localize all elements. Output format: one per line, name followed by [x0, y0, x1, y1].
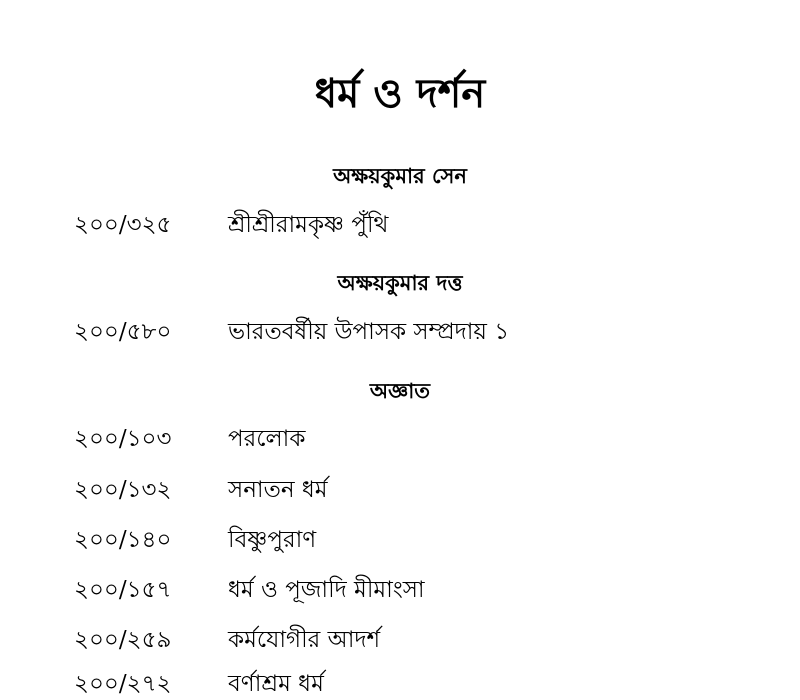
section-author-heading: অক্ষয়কুমার দত্ত: [337, 270, 463, 295]
section-author-heading: অক্ষয়কুমার সেন: [333, 163, 467, 188]
catalog-code: ২০০/১৩২: [74, 477, 172, 503]
catalog-code: ২০০/৫৮০: [74, 319, 172, 345]
book-title: শ্রীশ্রীরামকৃষ্ণ পুঁথি: [228, 212, 389, 238]
catalog-entry: [0, 574, 800, 606]
book-title: সনাতন ধর্ম: [228, 477, 328, 503]
page-title: ধর্ম ও দর্শন: [314, 70, 486, 117]
catalog-entry: [0, 209, 800, 241]
book-title: পরলোক: [228, 426, 306, 452]
catalog-entry: [0, 316, 800, 348]
catalog-code: ২০০/২৫৯: [74, 627, 172, 653]
catalog-entry: [0, 474, 800, 506]
book-title: ধর্ম ও পূজাদি মীমাংসা: [228, 577, 425, 603]
book-title: ভারতবর্ষীয় উপাসক সম্প্রদায় ১: [228, 319, 510, 345]
book-title: বর্ণাশ্রম ধর্ম: [228, 671, 324, 697]
catalog-entry: [0, 668, 800, 700]
catalog-code: ২০০/৩২৫: [74, 212, 172, 238]
catalog-entry: [0, 524, 800, 556]
catalog-code: ২০০/২৭২: [74, 671, 172, 697]
book-title: কর্মযোগীর আদর্শ: [228, 627, 381, 653]
section-author-heading: অজ্ঞাত: [369, 378, 431, 403]
book-title: বিষ্ণুপুরাণ: [228, 527, 317, 553]
catalog-code: ২০০/১৫৭: [74, 577, 172, 603]
catalog-entry: [0, 624, 800, 656]
catalog-code: ২০০/১০৩: [74, 426, 172, 452]
catalog-entry: [0, 423, 800, 455]
catalog-code: ২০০/১৪০: [74, 527, 172, 553]
